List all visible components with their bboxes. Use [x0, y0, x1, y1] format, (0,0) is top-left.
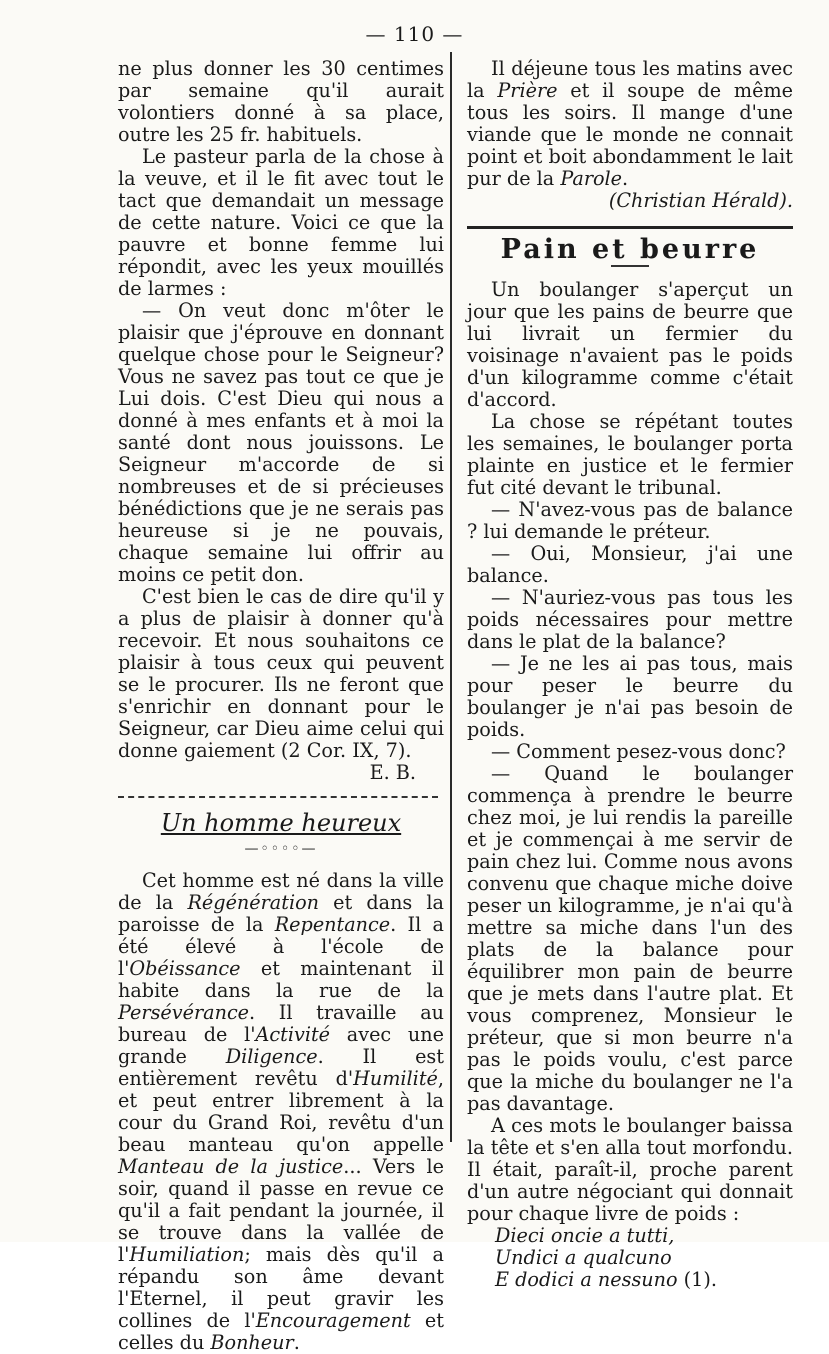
- text-run: et maintenant il habite dans la rue de la: [118, 957, 444, 1002]
- article-source: (Christian Hérald).: [608, 189, 793, 212]
- text-run: . Il travaille au bureau de l': [118, 1001, 444, 1046]
- paragraph: — Je ne les ai pas tous, mais pour peser le beurre du boulanger je n'ai pas besoin de poids.: [467, 652, 793, 741]
- paragraph: — Quand le boulanger commença à prendre le beurre chez moi, je lui rendis la pareille et je commençai à me servir de pain chez lui. Comme nous avons convenu que chaque miche doive peser un kilogramme, je n'ai qu'à mettre sa miche dans l'un des plats de la balance pour équilibrer mon pain de beurre que je mets dans l'autre plat. Et vous comprenez, Monsieur le préteur, que si mon beurre n'a pas le poids voulu, c'est parce que la miche du boulanger ne l'a pas davantage.: [467, 762, 793, 1115]
- text-run: .: [622, 167, 629, 190]
- text-run: et dans la paroisse de la: [118, 891, 444, 936]
- section-divider: [467, 226, 793, 229]
- text-run: et il soupe de même tous les soirs. Il mange d'une viande que le monde ne connait point et boit abondamment le lait pur de la: [467, 79, 793, 190]
- paragraph: ne plus donner les 30 centimes par semaine qu'il aurait volontiers donné à sa place, outre les 25 fr. habituels.: [118, 57, 444, 146]
- article-title: Un homme heureux: [160, 809, 402, 837]
- title-rule: [611, 265, 649, 267]
- italic-term: Obéissance: [129, 957, 241, 980]
- paragraph: — N'avez-vous pas de balance ? lui demande le préteur.: [467, 498, 793, 543]
- paragraph: — Oui, Monsieur, j'ai une balance.: [467, 542, 793, 587]
- article-paragraph: [118, 870, 444, 1354]
- italic-term: Prière: [497, 79, 558, 102]
- italic-term: Persévérance: [118, 1001, 250, 1024]
- paragraph: La chose se répétant toutes les semaines, le boulanger porta plainte en justice et le fermier fut cité devant le tribunal.: [467, 410, 793, 499]
- italic-term: Humilité: [353, 1067, 438, 1090]
- verse: [467, 1225, 793, 1291]
- paragraph: — On veut donc m'ôter le plaisir que j'éprouve en donnant quelque chose pour le Seigneur? Vous ne savez pas tout ce que je Lui dois. C'est Dieu qui nous a donné à mes enfants et à moi la santé dont nous jouissons. Le Seigneur m'accorde de si nombreuses et de si précieuses bénédictions que je ne serais pas heureuse si je ne pouvais, chaque semaine lui offrir au moins ce petit don.: [118, 299, 444, 586]
- article-paragraph: [467, 58, 793, 190]
- italic-term: Manteau de la justice: [118, 1155, 344, 1178]
- italic-term: Activité: [255, 1023, 331, 1046]
- page-number: — 110 —: [365, 22, 464, 46]
- text-run: avec une grande: [118, 1023, 444, 1068]
- paragraph: A ces mots le boulanger baissa la tête et s'en alla tout morfondu. Il était, paraît-il, proche parent d'un autre négociant qui donnait pour chaque livre de poids :: [467, 1114, 793, 1225]
- text-run: ; mais dès qu'il a répandu son âme devant l'Eternel, il peut gravir les collines de l': [118, 1243, 444, 1332]
- verse-line: Dieci oncie a tutti,: [495, 1224, 675, 1247]
- title-ornament: —◦◦◦◦—: [244, 841, 318, 857]
- paragraph: — N'auriez-vous pas tous les poids nécessaires pour mettre dans le plat de la balance?: [467, 586, 793, 653]
- text-run: . Il est entièrement revêtu d': [118, 1045, 444, 1090]
- italic-term: Parole: [560, 167, 623, 190]
- text-run: ... Vers le soir, quand il passe en revue ce qu'il a fait pendant la journée, il se trouve dans la vallée de l': [118, 1155, 444, 1266]
- paragraph: Le pasteur parla de la chose à la veuve, et il le fit avec tout le tact que demandait un message de cette nature. Voici ce que la pauvre et bonne femme lui répondit, avec les yeux mouillés de larmes :: [118, 145, 444, 300]
- italic-term: Diligence: [225, 1045, 318, 1068]
- text-run: .: [293, 1331, 300, 1354]
- right-column: [467, 58, 793, 1291]
- paragraph: Un boulanger s'aperçut un jour que les pains de beurre que lui livrait un fermier du voisinage n'avaient pas le poids d'un kilogramme comme c'était d'accord.: [467, 278, 793, 411]
- text-run: , et peut entrer librement à la cour du Grand Roi, revêtu d'un beau manteau qu'on appelle: [118, 1067, 444, 1156]
- paragraph: C'est bien le cas de dire qu'il y a plus de plaisir à donner qu'à recevoir. Et nous souhaitons ce plaisir à tous ceux qui peuvent se le procurer. Ils ne feront que s'enrichir en donnant pour le Seigneur, car Dieu aime celui qui donne gaiement (2 Cor. IX, 7).: [118, 585, 444, 762]
- paragraph: — Comment pesez-vous donc?: [491, 740, 786, 763]
- italic-term: Régénération: [187, 891, 320, 914]
- left-column: [118, 58, 444, 1354]
- italic-term: Repentance: [274, 913, 391, 936]
- italic-term: Humiliation: [129, 1243, 245, 1266]
- text-run: Il déjeune tous les matins avec la: [467, 57, 793, 102]
- text-run: et celles du: [118, 1309, 444, 1354]
- text-run: . Il a été élevé à l'école de l': [118, 913, 444, 980]
- footnote-marker: (1).: [683, 1268, 717, 1291]
- signature: E. B.: [369, 761, 416, 784]
- section-divider: [118, 796, 438, 798]
- article-body: [467, 279, 793, 1225]
- article-title: Pain et beurre: [500, 234, 760, 265]
- column-divider: [450, 52, 452, 1142]
- italic-term: Encouragement: [255, 1309, 411, 1332]
- verse-line: Undici a qualcuno: [495, 1246, 672, 1269]
- verse-line: E dodici a nessuno (1).: [495, 1268, 717, 1291]
- italic-term: Bonheur: [210, 1331, 294, 1354]
- text-run: Cet homme est né dans la ville de la: [118, 869, 444, 914]
